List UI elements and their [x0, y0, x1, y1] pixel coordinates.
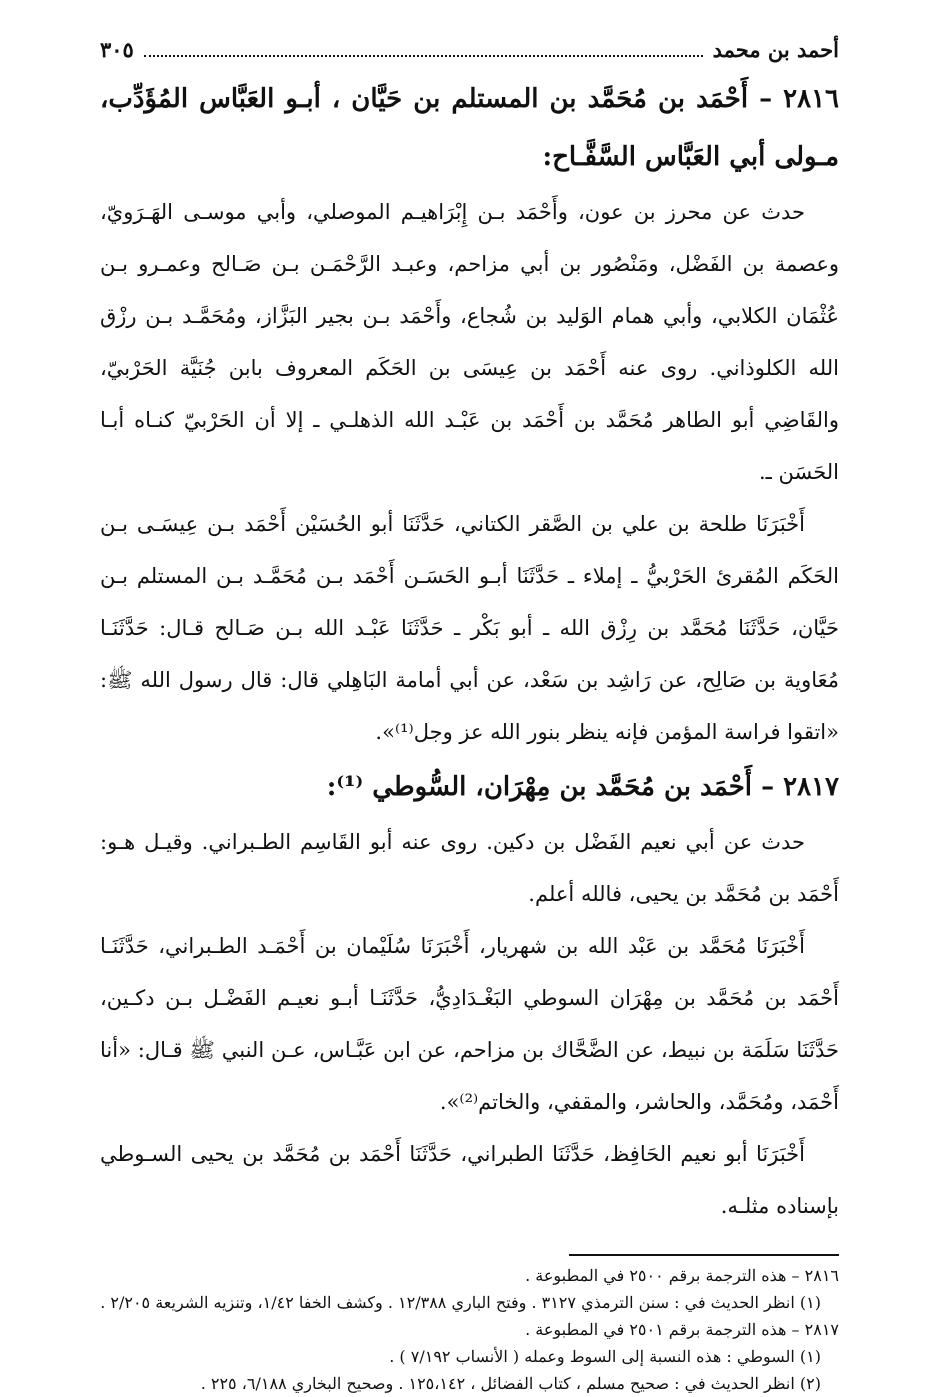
running-header: [100, 30, 839, 70]
entry-2817: [100, 758, 839, 1232]
footnote: ٢٨١٦ – هذه الترجمة برقم ٢٥٠٠ في المطبوعة .: [525, 1266, 839, 1285]
running-title: أحمد بن محمد: [712, 37, 839, 62]
paragraph: أَخْبَرَنَا طلحة بن علي بن الصَّقر الكتاني، حَدَّثَنَا أبو الحُسَيْن أَحْمَد بـن عِيسَـى بـن الحَكَم المُقرئ الحَرْبيُّ ـ إملاء ـ حَدَّثَنَا أبـو الحَسَـن أَحْمَد بـن مُحَمَّـد بـن المستلم بـن حَيَّان، حَدَّثَنَا مُحَمَّد بن رِزْق الله ـ أبو بَكْر ـ حَدَّثَنَا عَبْـد الله بـن صَـالح قـال: حَدَّثَنَـا مُعَاوية بن صَالِح، عن رَاشِد بن سَعْد، عن أبي أمامة البَاهِلي قال: قال رسول الله ﷺ: «اتقوا فراسة المؤمن فإنه ينظر بنور الله عز وجل⁽¹⁾».: [100, 512, 839, 744]
entry-title: ٢٨١٧ – أَحْمَد بن مُحَمَّد بن مِهْرَان، السُّوطي ⁽¹⁾:: [326, 772, 839, 802]
paragraph: أَخْبَرَنَا مُحَمَّد بن عَبْد الله بن شهريار، أَخْبَرَنَا سُلَيْمان بن أَحْمَـد الطـبراني، حَدَّثَنَـا أَحْمَد بن مُحَمَّد بن مِهْرَان السوطي البَغْـدَادِيُّ، حَدَّثَنَـا أبـو نعيـم الفَضْـل بـن دكـين، حَدَّثَنَا سَلَمَة بن نبيط، عن الضَّحَّاك بن مزاحم، عن ابن عَبَّـاس، عـن النبي ﷺ قـال: «أنا أَحْمَد، ومُحَمَّد، والحاشر، والمقفي، والخاتم⁽²⁾».: [100, 934, 839, 1114]
footnote: (١) السوطي : هذه النسبة إلى السوط وعمله ( الأنساب ٧/١٩٢ ) .: [389, 1347, 821, 1366]
footnote-separator: [569, 1254, 839, 1256]
footnote: ٢٨١٧ – هذه الترجمة برقم ٢٥٠١ في المطبوعة .: [525, 1320, 839, 1339]
paragraph: أَخْبَرَنَا أبو نعيم الحَافِظ، حَدَّثَنَا الطبراني، حَدَّثَنَا أَحْمَد بن مُحَمَّد بن يحيى السـوطي بإسناده مثلـه.: [100, 1142, 839, 1218]
footnote: (١) انظر الحديث في : سنن الترمذي ٣١٢٧ . وفتح الباري ١٢/٣٨٨ . وكشف الخفا ١/٤٢، وتنزيه الشريعة ٢/٢٠٥ .: [100, 1293, 821, 1312]
entry-2816: [100, 70, 839, 758]
leader-dots: [144, 43, 703, 57]
page-number: ٣٠٥: [100, 37, 134, 62]
footnote: (٢) انظر الحديث في : صحيح مسلم ، كتاب الفضائل ، ١٢٥،١٤٢ . وصحيح البخاري ٦/١٨٨، ٢٢٥ .: [200, 1374, 821, 1393]
paragraph: حدث عن محرز بن عون، وأَحْمَد بـن إِبْرَاهيـم الموصلي، وأبي موسـى الهَـرَويّ، وعصمة بن الفَضْل، ومَنْصُور بن أبي مزاحم، وعبـد الرَّحْمَـن بـن صَـالح وعمـرو بـن عُثْمَان الكلابي، وأبي همام الوَليد بن شُجاع، وأَحْمَد بـن بجير البَزَّاز، ومُحَمَّـد بـن رزْق الله الكلوذاني. روى عنه أَحْمَد بن عِيسَى بن الحَكَم المعروف بابن جُنَيَّة الحَرْبيّ، والقَاضِي أبو الطاهر مُحَمَّد بن أَحْمَد بن عَبْـد الله الذهلـي ـ إلا أن الحَرْبيّ كنـاه أبـا الحَسَن ـ.: [100, 200, 839, 484]
footnotes: [100, 1262, 839, 1397]
paragraph: حدث عن أبي نعيم الفَضْل بن دكين. روى عنه أبو القَاسِم الطـبراني. وقيـل هـو: أَحْمَد بن مُحَمَّد بن يحيى، فالله أعلم.: [100, 830, 839, 906]
entry-title: ٢٨١٦ – أَحْمَد بن مُحَمَّد بن المستلم بن حَيَّان ، أبـو العَبَّاس المُؤَدِّب، مـولى أبي العَبَّاس السَّفَّـاح:: [100, 84, 839, 172]
